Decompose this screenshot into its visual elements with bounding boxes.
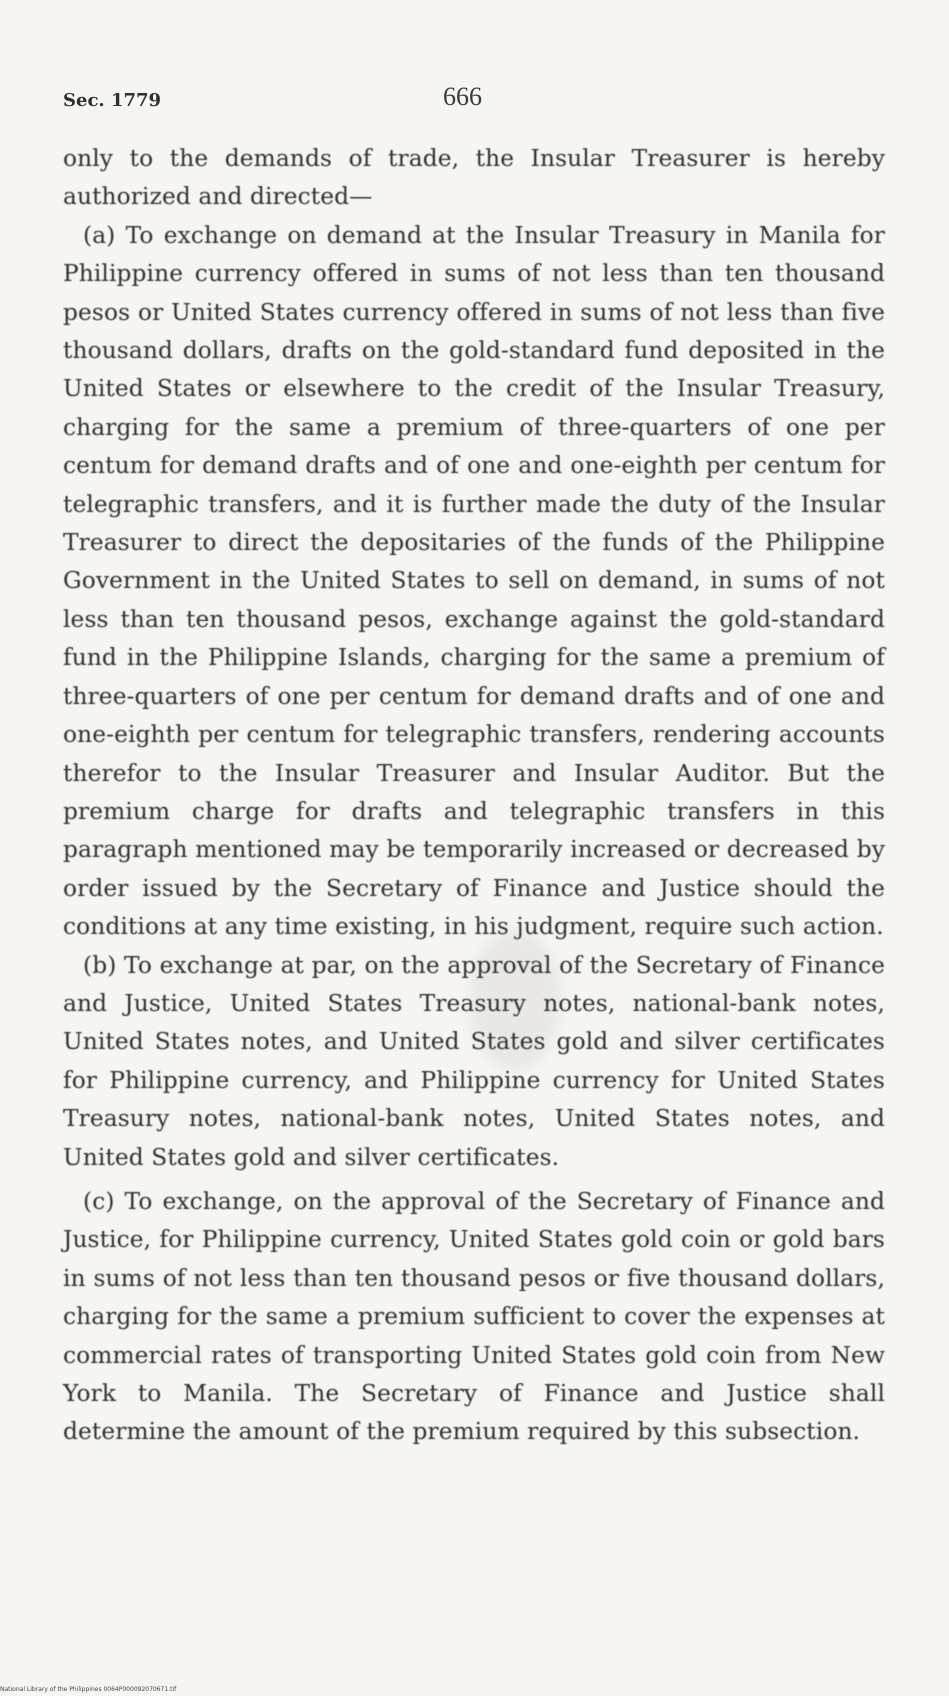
body-text [63,140,885,1452]
paragraph-a: (a) To exchange on demand at the Insular Treasury in Manila for Philippine currency offered in sums of not less than ten thousand pesos or United States currency offered in sums of not less than five thousand dollars, drafts on the gold-standard fund deposited in the United States or elsewhere to the credit of the Insular Treasury, charging for the same a premium of three-quarters of one per centum for demand drafts and of one and one-eighth per centum for telegraphic transfers, and it is further made the duty of the Insular Treasurer to direct the depositaries of the funds of the Philippine Government in the United States to sell on demand, in sums of not less than ten thousand pesos, exchange against the gold-standard fund in the Philippine Islands, charging for the same a premium of three-quarters of one per centum for demand drafts and of one and one-eighth per centum for telegraphic transfers, rendering accounts therefor to the Insular Treasurer and Insular Auditor. But the premium charge for drafts and telegraphic transfers in this paragraph mentioned may be temporarily increased or decreased by order issued by the Secretary of Finance and Justice should the conditions at any time existing, in his judgment, require such action. [63,221,885,941]
footer-credit: National Library of the Philippines 0064P000092070671.tif [0,1686,177,1693]
page-number: 666 [443,82,482,111]
section-label: Sec. 1779 [63,90,162,111]
paragraph-c: (c) To exchange, on the approval of the Secretary of Finance and Justice, for Philippine currency, United States gold coin or gold bars in sums of not less than ten thousand pesos or five thousand dollars, charging for the same a premium sufficient to cover the expenses at commercial rates of transporting United States gold coin from New York to Manila. The Secretary of Finance and Justice shall determine the amount of the premium required by this subsection. [63,1187,885,1446]
paragraph-b: (b) To exchange at par, on the approval of the Secretary of Finance and Justice, United States Treasury notes, national-bank notes, United States notes, and United States gold and silver certificates for Philippine currency, and Philippine currency for United States Treasury notes, national-bank notes, United States notes, and United States gold and silver certificates. [63,951,885,1171]
page-header [63,82,885,122]
paragraph-intro: only to the demands of trade, the Insular Treasurer is hereby authorized and directed— [63,145,885,211]
